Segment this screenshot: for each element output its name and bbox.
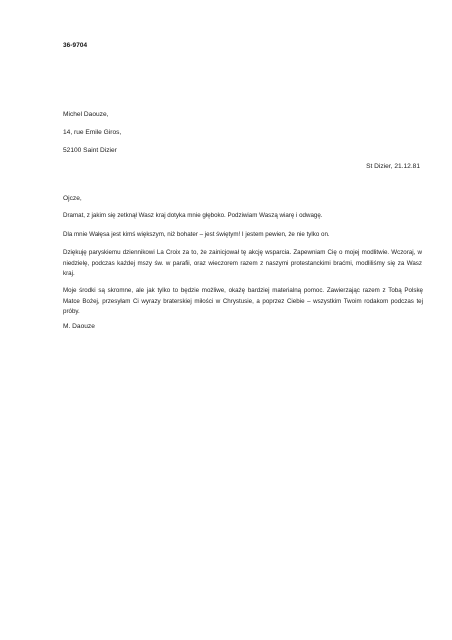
letter-paragraph-1: Dramat, z jakim się zetknął Wasz kraj dotyka mnie głęboko. Podziwiam Waszą wiarę i odwagę.: [63, 212, 323, 219]
letter-paragraph-4: Moje środki są skromne, ale jak tylko to będzie możliwe, okażę bardziej materialną pomoc. Zawierzając razem z Tobą Polskę Matce Bożej, przesyłam Ci wyrazy braterskiej miłości w Chrystusie, a poprzez Ciebie – wszystkim Twoim rodakom podczas tej próby.: [63, 287, 423, 316]
sender-street: 14, rue Emile Giros,: [63, 129, 122, 136]
sender-city: 52100 Saint Dizier: [63, 147, 117, 154]
letter-paragraph-2: Dla mnie Wałęsa jest kimś większym, niż bohater – jest świętym! I jestem pewien, że nie tylko on.: [63, 231, 330, 238]
sender-name: Michel Daouze,: [63, 111, 109, 118]
document-reference-number: 36-9704: [63, 42, 88, 49]
letter-paragraph-3: Dziękuję paryskiemu dziennikowi La Croix za to, że zainicjował tę akcję wsparcia. Zapewniam Cię o mojej modlitwie. Wczoraj, w niedzielę, podczas każdej mszy św. w parafii, oraz wieczorem razem z naszymi protestanckimi braćmi, modliliśmy się za Wasz kraj.: [63, 249, 422, 278]
signature: M. Daouze: [63, 323, 95, 330]
salutation: Ojcze,: [63, 195, 82, 202]
place-and-date: St Dizier, 21.12.81: [366, 163, 420, 170]
